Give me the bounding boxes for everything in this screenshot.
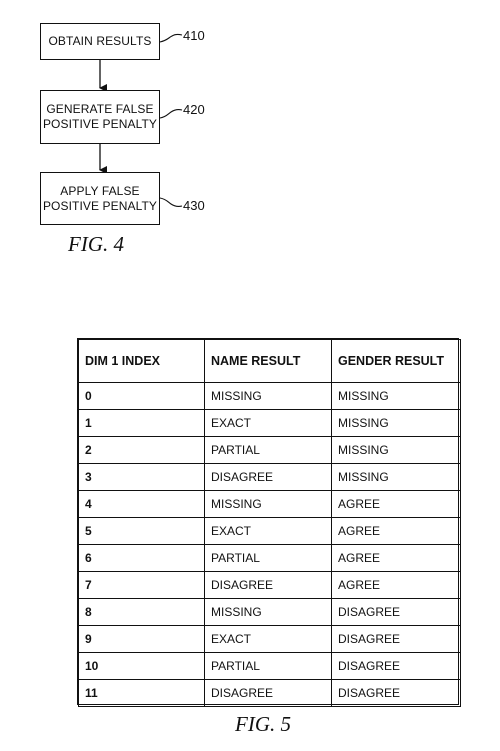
cell-name-result: EXACT	[205, 410, 332, 437]
cell-name-result: EXACT	[205, 626, 332, 653]
table-row	[79, 680, 461, 707]
table-row	[79, 653, 461, 680]
step-box-apply-penalty	[40, 172, 160, 225]
step-420-line-2: POSITIVE PENALTY	[42, 117, 158, 131]
cell-index: 1	[79, 410, 205, 437]
cell-name-result: MISSING	[205, 491, 332, 518]
cell-name-result: PARTIAL	[205, 437, 332, 464]
step-420-line-1: GENERATE FALSE	[46, 102, 154, 116]
figure-4-caption: FIG. 4	[68, 232, 124, 256]
cell-gender-result: DISAGREE	[332, 626, 461, 653]
reference-numeral-410: 410	[183, 28, 205, 43]
cell-index: 6	[79, 545, 205, 572]
cell-index: 8	[79, 599, 205, 626]
step-430-line-2: POSITIVE PENALTY	[42, 198, 158, 213]
cell-gender-result: MISSING	[332, 464, 461, 491]
cell-index: 0	[79, 383, 205, 410]
cell-gender-result: DISAGREE	[332, 599, 461, 626]
cell-name-result: EXACT	[205, 518, 332, 545]
results-table-grid	[78, 339, 461, 707]
cell-gender-result: AGREE	[332, 518, 461, 545]
table-row	[79, 410, 461, 437]
cell-index: 10	[79, 653, 205, 680]
cell-name-result: PARTIAL	[205, 545, 332, 572]
cell-name-result: PARTIAL	[205, 653, 332, 680]
table-row	[79, 491, 461, 518]
step-430-line-1: APPLY FALSE	[60, 183, 140, 198]
leader-line-430	[160, 198, 182, 206]
header-gender-result: GENDER RESULT	[332, 340, 461, 383]
table-row	[79, 626, 461, 653]
flowchart-figure-4	[0, 0, 500, 300]
cell-gender-result: AGREE	[332, 491, 461, 518]
cell-index: 3	[79, 464, 205, 491]
reference-numeral-430: 430	[183, 198, 205, 213]
table-row	[79, 545, 461, 572]
table-row	[79, 599, 461, 626]
cell-index: 5	[79, 518, 205, 545]
header-dim-1-index: DIM 1 INDEX	[79, 340, 205, 383]
table-row	[79, 383, 461, 410]
cell-index: 7	[79, 572, 205, 599]
cell-name-result: DISAGREE	[205, 680, 332, 707]
cell-index: 2	[79, 437, 205, 464]
cell-gender-result: MISSING	[332, 383, 461, 410]
cell-gender-result: AGREE	[332, 572, 461, 599]
table-row	[79, 572, 461, 599]
cell-index: 9	[79, 626, 205, 653]
cell-name-result: MISSING	[205, 383, 332, 410]
cell-name-result: DISAGREE	[205, 572, 332, 599]
table-header-row	[79, 340, 461, 383]
cell-name-result: MISSING	[205, 599, 332, 626]
cell-index: 11	[79, 680, 205, 707]
cell-gender-result: MISSING	[332, 410, 461, 437]
table-row	[79, 437, 461, 464]
cell-gender-result: AGREE	[332, 545, 461, 572]
table-row	[79, 518, 461, 545]
figure-5-caption: FIG. 5	[235, 712, 291, 736]
cell-gender-result: DISAGREE	[332, 680, 461, 707]
cell-name-result: DISAGREE	[205, 464, 332, 491]
header-name-result: NAME RESULT	[205, 340, 332, 383]
cell-index: 4	[79, 491, 205, 518]
leader-line-420	[160, 110, 182, 118]
step-box-obtain-results	[40, 23, 160, 60]
reference-numeral-420: 420	[183, 102, 205, 117]
cell-gender-result: DISAGREE	[332, 653, 461, 680]
cell-gender-result: MISSING	[332, 437, 461, 464]
results-table	[77, 338, 459, 705]
leader-line-410	[160, 34, 182, 42]
step-box-generate-penalty	[40, 90, 160, 144]
step-410-line-1: OBTAIN RESULTS	[48, 34, 152, 48]
table-row	[79, 464, 461, 491]
